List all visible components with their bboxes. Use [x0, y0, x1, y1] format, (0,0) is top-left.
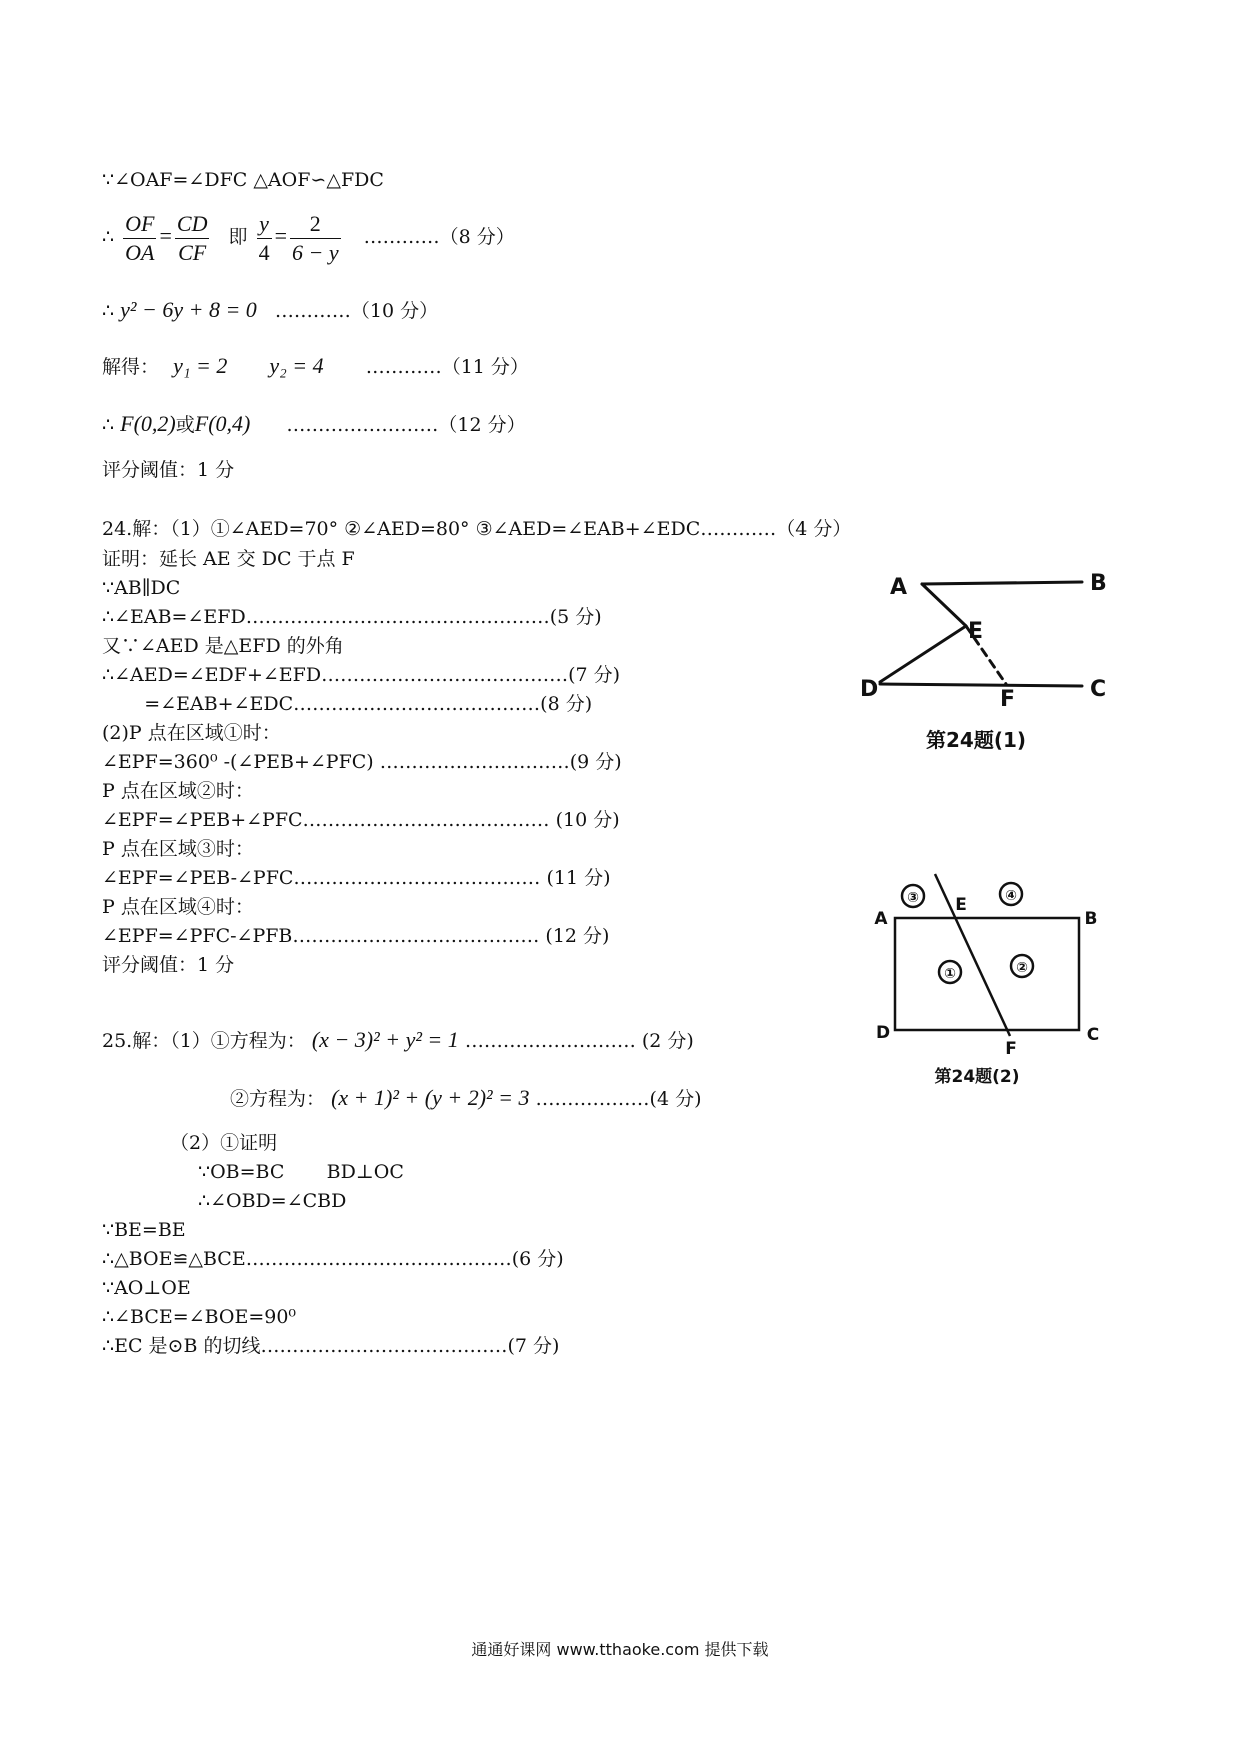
- label-d: D: [875, 1023, 891, 1043]
- q23-line-quadratic: ∴ y² − 6y + 8 = 0 …………（10 分）: [102, 297, 439, 322]
- score-12: ……………………（12 分）: [286, 414, 526, 436]
- fraction-2-6-y: $\frac{2}{6 - y}$: [291, 210, 339, 265]
- q24-line: ∠EPF=∠PEB-∠PFC………………………………… (11 分): [102, 867, 611, 889]
- q23-line-similarity: ∵∠OAF=∠DFC △AOF∽△FDC: [102, 169, 384, 191]
- q23-line-solutions: 解得： y₁ = 2 y₂ = 4 …………（11 分）: [102, 353, 529, 378]
- page-footer: 通通好课网 www.tthaoke.com 提供下载: [471, 1640, 769, 1659]
- q25-line: ∴∠OBD=∠CBD: [198, 1190, 347, 1212]
- q25-line: ∴∠BCE=∠BOE=90⁰: [102, 1306, 297, 1328]
- therefore-symbol: ∴: [102, 226, 115, 248]
- q24-line: P 点在区域②时：: [102, 780, 254, 802]
- q25-line: ∴△BOE≌△BCE……………………………………(6 分): [102, 1248, 564, 1270]
- rectangle-abcd: [895, 918, 1079, 1030]
- q24-line: P 点在区域④时：: [102, 896, 254, 918]
- solution-y1: y₁ = 2: [173, 353, 228, 378]
- solution-y2: y₂ = 4: [269, 353, 324, 378]
- q25-line: （2）①证明: [170, 1132, 278, 1154]
- score-11: …………（11 分）: [365, 356, 529, 378]
- q23-threshold: 评分阈值：1 分: [102, 459, 235, 481]
- q25-line: ∵AO⊥OE: [102, 1277, 191, 1299]
- label-f: F: [1000, 687, 1016, 712]
- label-e: E: [968, 619, 984, 644]
- q25-line: ∴EC 是⊙B 的切线…………………………………(7 分): [102, 1335, 560, 1357]
- q24-line: ∵AB∥DC: [102, 577, 181, 599]
- score-8: …………（8 分）: [363, 226, 515, 248]
- q23-line-points: ∴ F(0,2)或F(0,4) ……………………（12 分）: [102, 411, 526, 436]
- q25-line: ∵BE=BE: [102, 1219, 186, 1241]
- q24-line: ∠EPF=∠PFC-∠PFB………………………………… (12 分): [102, 925, 610, 947]
- caption-24-1: 第24题(1): [926, 728, 1027, 752]
- q24-line: ∴∠AED=∠EDF+∠EFD…………………………………(7 分): [102, 664, 621, 686]
- fraction-y-4: $\frac{y}{4}$: [258, 210, 270, 265]
- line-ed: [880, 626, 966, 682]
- region-1-label: ①: [944, 966, 956, 982]
- q23-line-proportion: ∴ $\frac{OF}{OA}$ = $\frac{CD}{CF}$ 即 $\frac{y}{4}$ = $\frac{2}{6 - y}$ …………（8 分）: [102, 210, 515, 265]
- label-f: F: [1005, 1039, 1017, 1059]
- point-f-0-2: F(0,2): [120, 411, 176, 436]
- circle-equation-2: (x + 1)² + (y + 2)² = 3: [331, 1085, 530, 1110]
- q24-threshold: 评分阈值：1 分: [102, 954, 235, 976]
- fraction-of-oa: $\frac{OF}{OA}$: [125, 210, 155, 265]
- line-ef: [935, 874, 1010, 1036]
- circle-equation-1: (x − 3)² + y² = 1: [311, 1027, 459, 1052]
- figure-24-2: [855, 860, 1135, 1090]
- caption-24-2: 第24题(2): [934, 1067, 1020, 1087]
- q25-line-equation-2: ②方程为： (x + 1)² + (y + 2)² = 3 ………………(4 分): [230, 1085, 702, 1110]
- q24-line: =∠EAB+∠EDC…………………………………(8 分): [102, 693, 593, 715]
- q25-line-equation-1: 25.解：（1）①方程为： (x − 3)² + y² = 1 ……………………… (2 分): [102, 1027, 694, 1052]
- label-b: B: [1084, 909, 1098, 929]
- score-4: ………………(4 分): [535, 1088, 702, 1110]
- label-c: C: [1090, 677, 1107, 702]
- q24-line: (2)P 点在区域①时：: [102, 722, 281, 744]
- region-3-label: ③: [907, 890, 919, 906]
- label-e: E: [955, 895, 967, 915]
- q24-line: ∠EPF=∠PEB+∠PFC………………………………… (10 分): [102, 809, 620, 831]
- q24-line: 又∵∠AED 是△EFD 的外角: [102, 635, 344, 657]
- region-2-label: ②: [1016, 960, 1028, 976]
- q24-line: 证明：延长 AE 交 DC 于点 F: [102, 548, 355, 570]
- fraction-cd-cf: $\frac{CD}{CF}$: [176, 210, 208, 265]
- label-a: A: [874, 909, 888, 929]
- label-d: D: [860, 677, 879, 702]
- label-c: C: [1086, 1025, 1100, 1045]
- score-2: ……………………… (2 分): [464, 1030, 694, 1052]
- label-a: A: [890, 575, 908, 600]
- q24-line: 24.解：（1）①∠AED=70° ②∠AED=80° ③∠AED=∠EAB+∠EDC…………（4 分）: [102, 518, 852, 540]
- label-b: B: [1090, 571, 1107, 596]
- figure-24-1: [850, 560, 1130, 760]
- q24-line: ∴∠EAB=∠EFD…………………………………………(5 分): [102, 606, 602, 628]
- q25-line: ∵OB=BC BD⊥OC: [198, 1161, 404, 1183]
- quadratic-equation: y² − 6y + 8 = 0: [120, 297, 257, 322]
- score-10: …………（10 分）: [274, 300, 439, 322]
- q24-line: ∠EPF=360⁰ -(∠PEB+∠PFC) …………………………(9 分): [102, 751, 622, 773]
- point-f-0-4: F(0,4): [194, 411, 251, 436]
- namely-word: 即: [228, 226, 248, 248]
- region-4-label: ④: [1005, 888, 1017, 904]
- q24-line: P 点在区域③时：: [102, 838, 254, 860]
- line-ab: [922, 582, 1082, 584]
- line-ae: [922, 584, 966, 626]
- line-dc: [880, 684, 1082, 686]
